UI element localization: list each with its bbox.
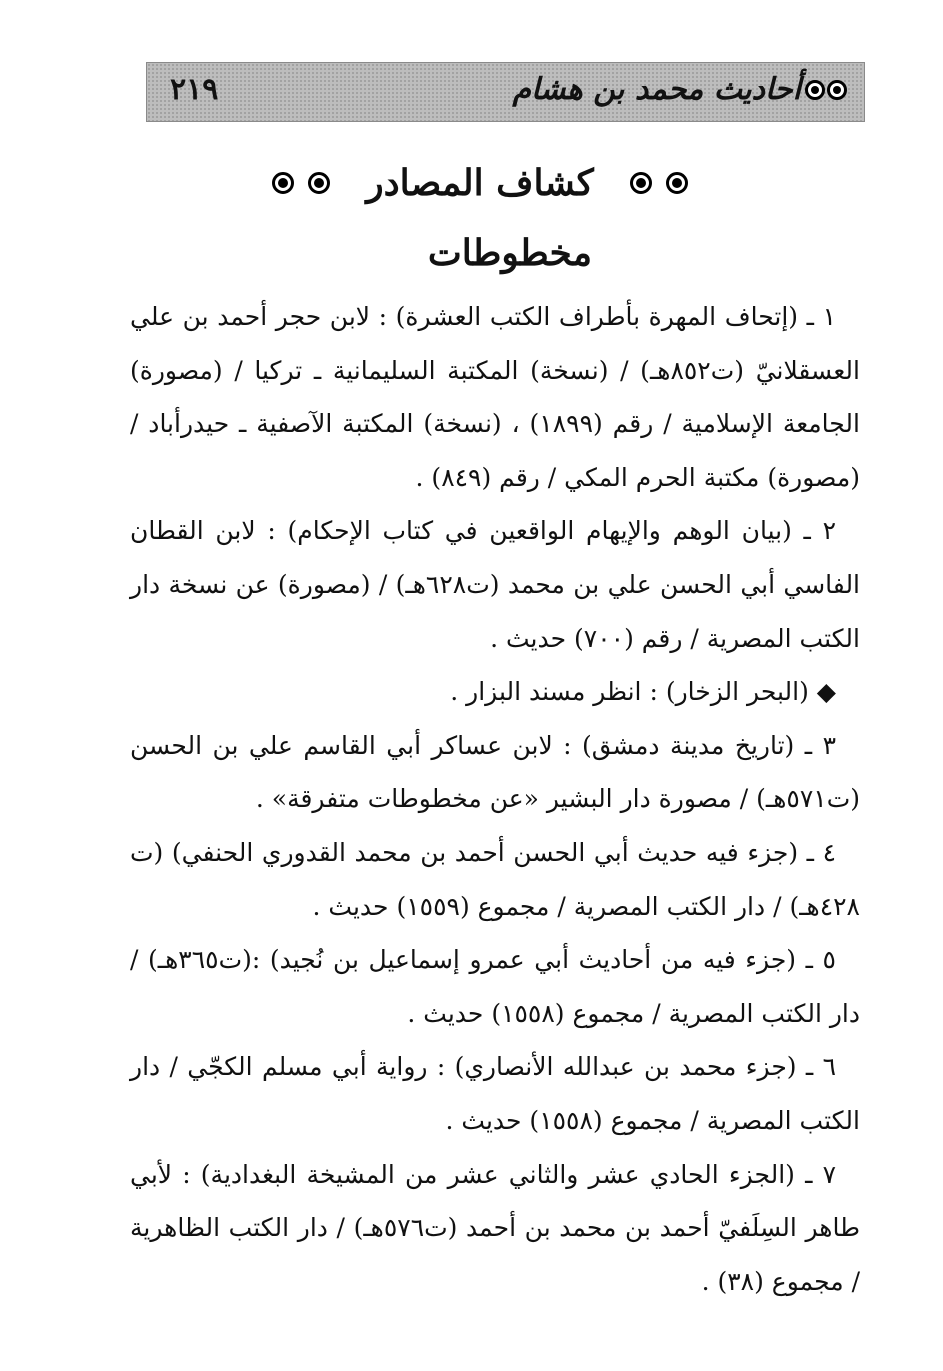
- ring-ornament-icon: [805, 80, 825, 100]
- ornament-rings: [805, 80, 847, 100]
- entry-3: ٣ ـ (تاريخ مدينة دمشق) : لابن عساكر أبي القاسم علي بن الحسن (ت٥٧١هـ) / مصورة دار البشير «عن مخطوطات متفرقة» .: [130, 730, 860, 814]
- entry-1: ١ ـ (إتحاف المهرة بأطراف الكتب العشرة) : لابن حجر أحمد بن علي العسقلانيّ (ت٨٥٢هـ) / (نسخة) المكتبة السليمانية ـ تركيا / (مصورة) الجامعة الإسلامية / رقم (١٨٩٩) ، (نسخة) المكتبة الآصفية ـ حيدرأباد / (مصورة) مكتبة الحرم المكي / رقم (٨٤٩) .: [130, 302, 860, 492]
- ring-ornament-icon: [272, 172, 294, 194]
- page-number: ٢١٩: [170, 72, 219, 107]
- entry-5: ٥ ـ (جزء فيه من أحاديث أبي عمرو إسماعيل بن نُجيد) :(ت٣٦٥هـ) / دار الكتب المصرية / مجموع (١٥٥٨) حديث .: [130, 945, 860, 1028]
- subsection-title: مخطوطات: [427, 232, 593, 274]
- ornament-rings-left: [272, 172, 330, 194]
- section-title: كشاف المصادر: [366, 162, 594, 204]
- entry-cross-reference: ◆ (البحر الزخار) : انظر مسند البزار .: [450, 677, 836, 707]
- ring-ornament-icon: [666, 172, 688, 194]
- running-header-title: أحاديث محمد بن هشام: [512, 72, 801, 107]
- entry-6: ٦ ـ (جزء محمد بن عبدالله الأنصاري) : رواية أبي مسلم الكجّي / دار الكتب المصرية / مجموع (١٥٥٨) حديث .: [130, 1052, 860, 1135]
- ring-ornament-icon: [827, 80, 847, 100]
- entry-4: ٤ ـ (جزء فيه حديث أبي الحسن أحمد بن محمد القدوري الحنفي) (ت ٤٢٨هـ) / دار الكتب المصرية / مجموع (١٥٥٩) حديث .: [130, 837, 860, 921]
- ornament-rings-right: [630, 172, 688, 194]
- entries-list: [130, 290, 860, 1308]
- section-heading: [230, 162, 730, 204]
- ring-ornament-icon: [308, 172, 330, 194]
- entry-7: ٧ ـ (الجزء الحادي عشر والثاني عشر من المشيخة البغدادية) : لأبي طاهر السِلَفيّ أحمد بن محمد بن أحمد (ت٥٧٦هـ) / دار الكتب الظاهرية / مجموع (٣٨) .: [130, 1159, 860, 1296]
- entry-2: ٢ ـ (بيان الوهم والإيهام الواقعين في كتاب الإحكام) : لابن القطان الفاسي أبي الحسن علي بن محمد (ت٦٢٨هـ) / (مصورة) عن نسخة دار الكتب المصرية / رقم (٧٠٠) حديث .: [130, 516, 861, 653]
- ring-ornament-icon: [630, 172, 652, 194]
- running-header-title-group: [512, 72, 847, 107]
